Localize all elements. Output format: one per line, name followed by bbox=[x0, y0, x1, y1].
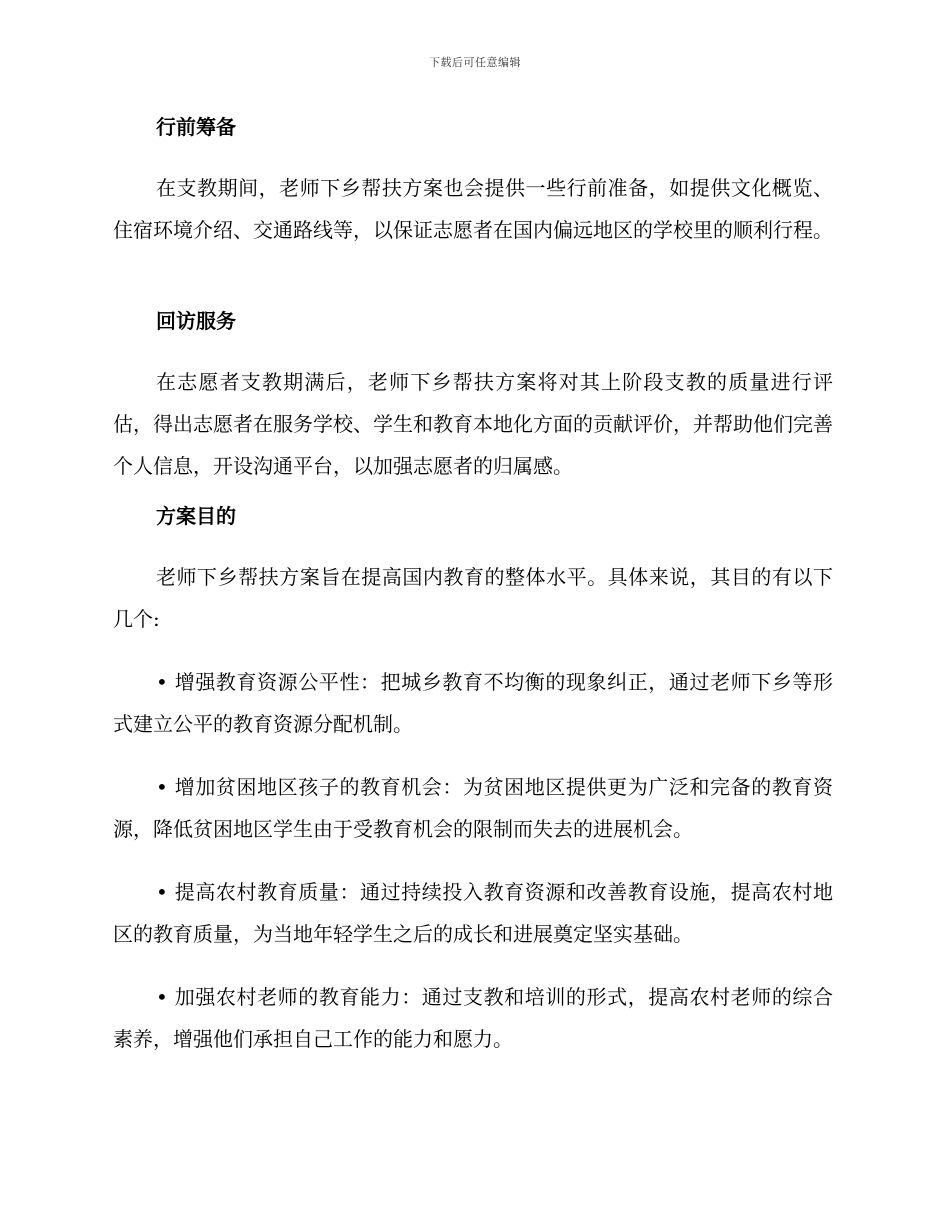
section-preparation bbox=[113, 113, 833, 251]
section-heading: 回访服务 bbox=[156, 309, 236, 333]
bullet-item: • 加强农村老师的教育能力：通过支教和培训的形式，提高农村老师的综合素养，增强他们承担自己工作的能力和愿力。 bbox=[113, 985, 833, 1051]
section-heading: 方案目的 bbox=[156, 504, 236, 528]
bullet-item: • 增加贫困地区孩子的教育机会：为贫困地区提供更为广泛和完备的教育资源，降低贫困地区学生由于受教育机会的限制而失去的进展机会。 bbox=[113, 775, 833, 841]
section-follow-up bbox=[113, 307, 833, 487]
bullet-item: • 提高农村教育质量：通过持续投入教育资源和改善教育设施，提高农村地区的教育质量，为当地年轻学生之后的成长和进展奠定坚实基础。 bbox=[113, 880, 833, 946]
page-header: 下载后可任意编辑 bbox=[429, 56, 521, 69]
paragraph: 老师下乡帮扶方案旨在提高国内教育的整体水平。具体来说，其目的有以下几个: bbox=[113, 565, 833, 631]
bullet-item: • 增强教育资源公平性：把城乡教育不均衡的现象纠正，通过老师下乡等形式建立公平的教育资源分配机制。 bbox=[113, 670, 833, 736]
paragraph: 在支教期间，老师下乡帮扶方案也会提供一些行前准备，如提供文化概览、住宿环境介绍、交通路线等，以保证志愿者在国内偏远地区的学校里的顺利行程。 bbox=[113, 176, 833, 242]
section-purpose bbox=[113, 502, 833, 1060]
paragraph: 在志愿者支教期满后，老师下乡帮扶方案将对其上阶段支教的质量进行评估，得出志愿者在服务学校、学生和教育本地化方面的贡献评价，并帮助他们完善个人信息，开设沟通平台，以加强志愿者的归属感。 bbox=[113, 370, 833, 478]
section-heading: 行前筹备 bbox=[156, 115, 236, 139]
